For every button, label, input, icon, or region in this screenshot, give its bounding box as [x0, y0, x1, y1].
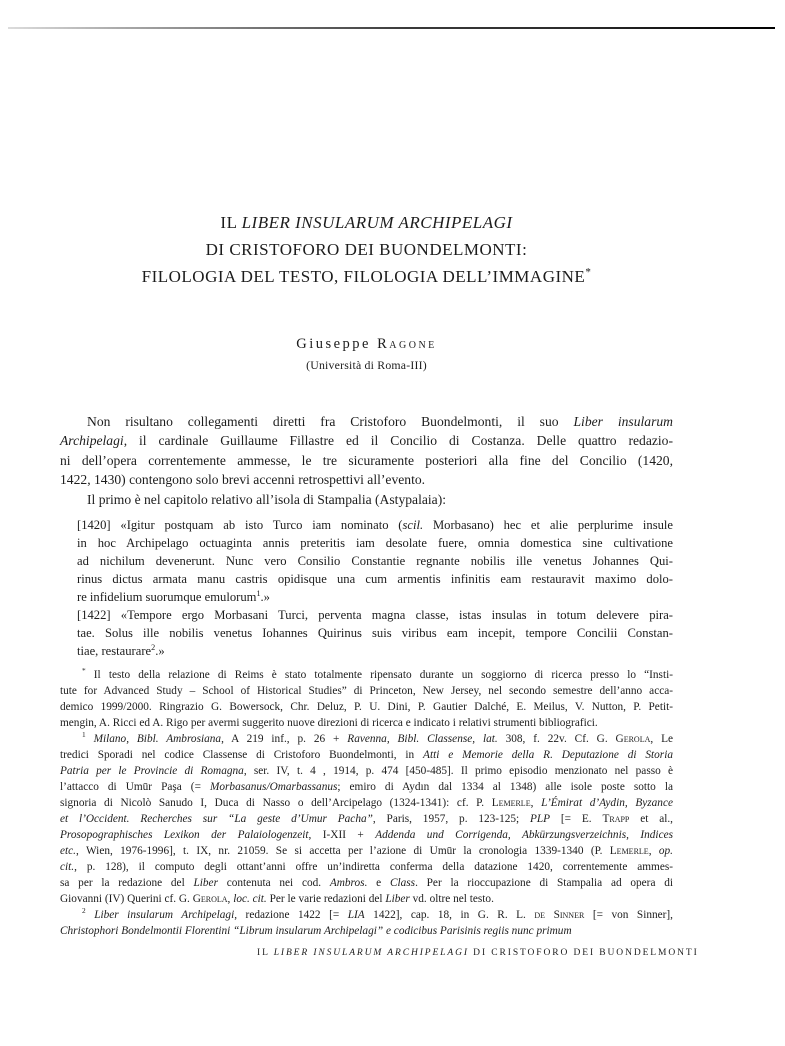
text-line: ni dell’opera correntemente ammesse, le tre sicuramente posteriori alla fine del Concilio (1420,	[60, 452, 673, 468]
text-line: FILOLOGIA DEL TESTO, FILOLOGIA DELL’IMMAGINE*	[141, 266, 592, 286]
text-line: Giovanni (IV) Querini cf. G. Gerola, loc. cit. Per le varie redazioni del Liber vd. oltre nel testo.	[60, 893, 494, 906]
page-top-rule	[8, 27, 775, 29]
text-line: l’attacco di Umūr Paşa (= Morbasanus/Omarbassanus; emiro di Aydın dal 1334 al 1348) alle isole poste sotto la	[60, 781, 673, 794]
text-line: rinus dictus armata manu castris opidisque una cum armentis infinitis eam restauravit maximo dolo-	[77, 572, 673, 587]
text-line: Prosopographisches Lexikon der Palaiologenzeit, I-XII + Addenda und Corrigenda, Abkürzungsverzeichnis, Indices	[60, 829, 673, 842]
text-line: mengin, A. Ricci ed A. Rigo per avermi suggerito nuove direzioni di ricerca e indicato i relativi strumenti bibliografici.	[60, 717, 598, 730]
text-line: Il primo è nel capitolo relativo all’isola di Stampalia (Astypalaia):	[87, 491, 446, 507]
text-line: ad nichilum devenerunt. Nunc vero Consilio Constantie regnante nobilis ille venetus Johannes Qui-	[77, 554, 673, 569]
footnotes-block	[60, 667, 673, 939]
text-line: IL LIBER INSULARUM ARCHIPELAGI	[220, 213, 513, 232]
text-line: DI CRISTOFORO DEI BUONDELMONTI:	[205, 240, 528, 259]
text-line: Christophori Bondelmontii Florentini “Librum insularum Archipelagi” e codicibus Parisinis regiis nunc primum	[60, 925, 572, 938]
text-line: tredici Sporadi nel codice Classense di Cristoforo Buondelmonti, in Atti e Memorie della R. Deputazione di Storia	[60, 749, 673, 762]
text-line: Archipelagi, il cardinale Guillaume Fillastre ed il Concilio di Costanza. Delle quattro redazio-	[60, 433, 673, 449]
text-line: tiae, restaurare$^2$.»	[77, 642, 165, 659]
opening-paragraph	[60, 412, 673, 509]
text-line: re infidelium suorumque emulorum$^1$.»	[77, 588, 270, 605]
text-line: [1420] «Igitur postquam ab isto Turco iam nominato (scil. Morbasano) hec et alie perplurime insule	[77, 518, 673, 533]
text-line: sa per la redazione del Liber contenuta nei cod. Ambros. e Class. Per la rioccupazione di Stampalia ad opera di	[60, 877, 673, 890]
author-affiliation: (Università di Roma-III)	[306, 358, 427, 372]
text-line: demico 1999/2000. Ringrazio G. Bowersock, Chr. Deluz, P. U. Dini, P. Gautier Dalché, E. Meilus, V. Nutton, P. Petit-	[60, 701, 673, 714]
text-line: Non risultano collegamenti diretti fra Cristoforo Buondelmonti, il suo Liber insularum	[87, 414, 673, 429]
author-block	[60, 336, 673, 373]
text-line: $^1$ Milano, Bibl. Ambrosiana, A 219 inf., p. 26 + Ravenna, Bibl. Classense, lat. 308, f. 22v. Cf. G. Gerola, Le	[82, 730, 673, 746]
text-line: IL LIBER INSULARUM ARCHIPELAGI DI CRISTOFORO DEI BUONDELMONTI	[257, 948, 699, 958]
text-line: Patria per le Provincie di Romagna, ser. IV, t. 4 , 1914, p. 474 [450-485]. Il primo episodio menzionato nel passo è	[60, 765, 673, 778]
article-body	[60, 412, 673, 939]
text-line: signoria di Nicolò Sanudo I, Duca di Nasso o dell’Arcipelago (1324-1341): cf. P. Lemerle, L’Émirat d’Aydin, Byzance	[60, 797, 673, 810]
text-line: in hoc Archipelago octuaginta annis preteritis iam desolate fuere, omnia domestica sine cultivatione	[77, 536, 673, 551]
latin-quote-block	[77, 516, 673, 660]
text-line: et l’Occident. Recherches sur “La geste d’Umur Pacha”, Paris, 1957, p. 123-125; PLP [= E. Trapp et al.,	[60, 813, 673, 826]
text-line: * Il testo della relazione di Reims è stato totalmente ripensato durante un soggiorno di ricerca presso lo “Insti-	[82, 666, 673, 682]
text-line: [1422] «Tempore ergo Morbasani Turci, perventa magna classe, istas insulas in totum delevere pira-	[77, 608, 673, 623]
text-line: Giuseppe Ragone	[296, 336, 437, 352]
running-title-footer	[257, 948, 699, 958]
text-line: cit., p. 128), il computo degli ottant’anni offre un’indiretta conferma della datazione 1420, correntemente ammes-	[60, 861, 673, 874]
text-line: $^2$ Liber insularum Archipelagi, redazione 1422 [= LIA 1422], cap. 18, in G. R. L. de Sinner [= von Sinner],	[82, 906, 673, 922]
text-line: 1422, 1430) contengono solo brevi accenni retrospettivi all’evento.	[60, 472, 426, 488]
text-line: tae. Solus ille nobilis venetus Iohannes Quirinus suis viribus eam incepit, tempore Concilii Constan-	[77, 626, 673, 641]
article-title	[60, 209, 673, 290]
text-line: etc., Wien, 1976-1996], t. IX, nr. 21059. Se si accetta per l’azione di Umūr la cronologia 1339-1340 (P. Lemerle, op.	[60, 845, 673, 858]
text-line: tute for Advanced Study – School of Historical Studies” di Princeton, New Jersey, nel secondo semestre dell’anno acca-	[60, 685, 673, 698]
author-name	[60, 336, 673, 353]
